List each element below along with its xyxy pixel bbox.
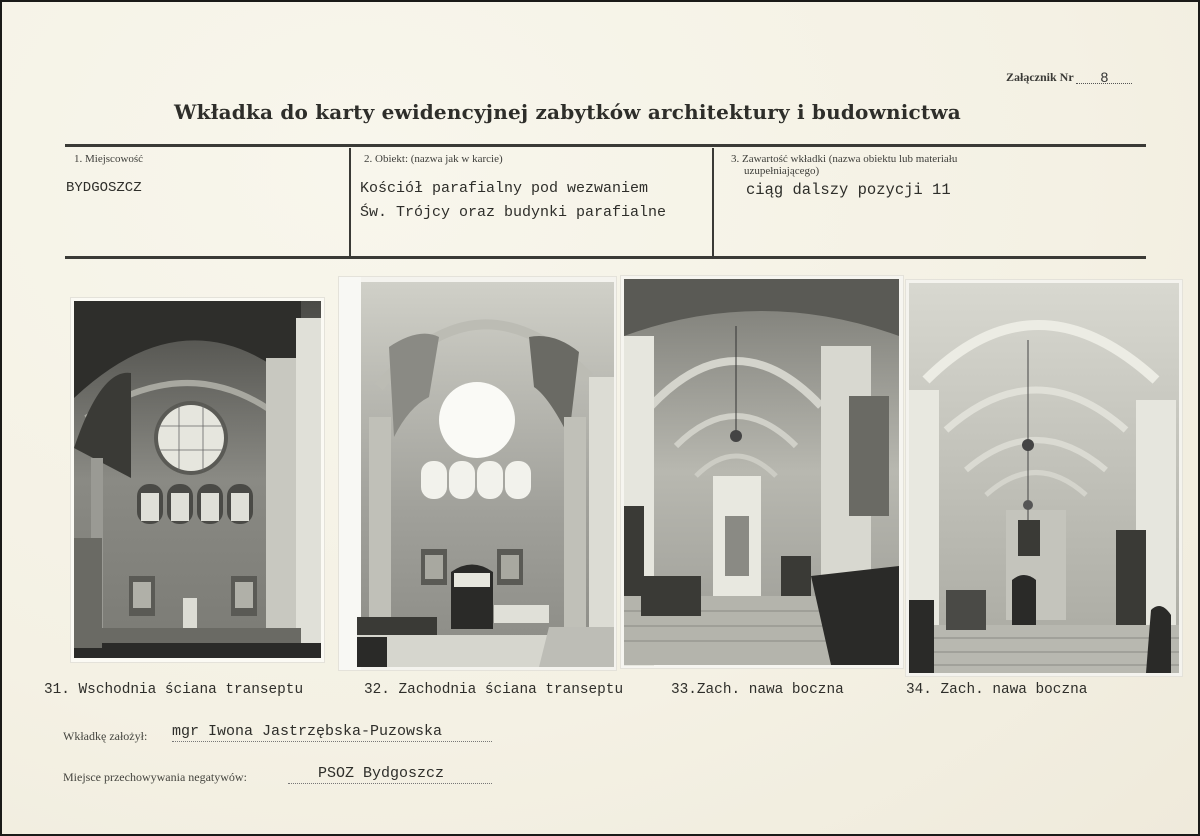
annex-value: 8 bbox=[1100, 69, 1109, 85]
photo-33-west-side-aisle bbox=[621, 276, 903, 668]
field-contents-label-line-1: 3. Zawartość wkładki (nazwa obiektu lub materiału bbox=[731, 153, 958, 165]
caption-34: 34. Zach. nawa boczna bbox=[906, 682, 1088, 698]
table-bottom-rule bbox=[65, 256, 1146, 259]
photo-32-west-transept-wall bbox=[339, 277, 616, 670]
photo-34-west-side-aisle bbox=[906, 280, 1182, 676]
column-divider-2 bbox=[712, 148, 714, 256]
table-top-rule bbox=[65, 144, 1146, 147]
record-insert-card bbox=[2, 2, 1198, 834]
field-contents-value: ciąg dalszy pozycji 11 bbox=[746, 181, 951, 199]
caption-32: 32. Zachodnia ściana transeptu bbox=[364, 682, 624, 698]
field-locality-value: BYDGOSZCZ bbox=[66, 180, 142, 196]
caption-31: 31. Wschodnia ściana transeptu bbox=[44, 682, 304, 698]
photo-31-east-transept-wall bbox=[71, 298, 324, 662]
created-by-value: mgr Iwona Jastrzębska-Puzowska bbox=[172, 724, 492, 742]
annex-number bbox=[1006, 68, 1132, 86]
field-object-label: 2. Obiekt: (nazwa jak w karcie) bbox=[364, 153, 503, 165]
created-by-label: Wkładkę założył: bbox=[63, 729, 148, 743]
field-locality-label: 1. Miejscowość bbox=[74, 153, 144, 165]
column-divider-1 bbox=[349, 148, 351, 256]
negatives-location-label: Miejsce przechowywania negatywów: bbox=[63, 770, 247, 784]
negatives-location-value: PSOZ Bydgoszcz bbox=[288, 766, 492, 784]
field-contents-label-line-2: uzupełniającego) bbox=[744, 165, 820, 177]
caption-33: 33.Zach. nawa boczna bbox=[671, 682, 844, 698]
page-title: Wkładka do karty ewidencyjnej zabytków architektury i budownictwa bbox=[174, 100, 961, 124]
annex-label: Załącznik Nr bbox=[1006, 70, 1074, 84]
field-object-value-line-1: Kościół parafialny pod wezwaniem bbox=[360, 180, 649, 197]
field-object-value-line-2: Św. Trójcy oraz budynki parafialne bbox=[360, 204, 667, 221]
